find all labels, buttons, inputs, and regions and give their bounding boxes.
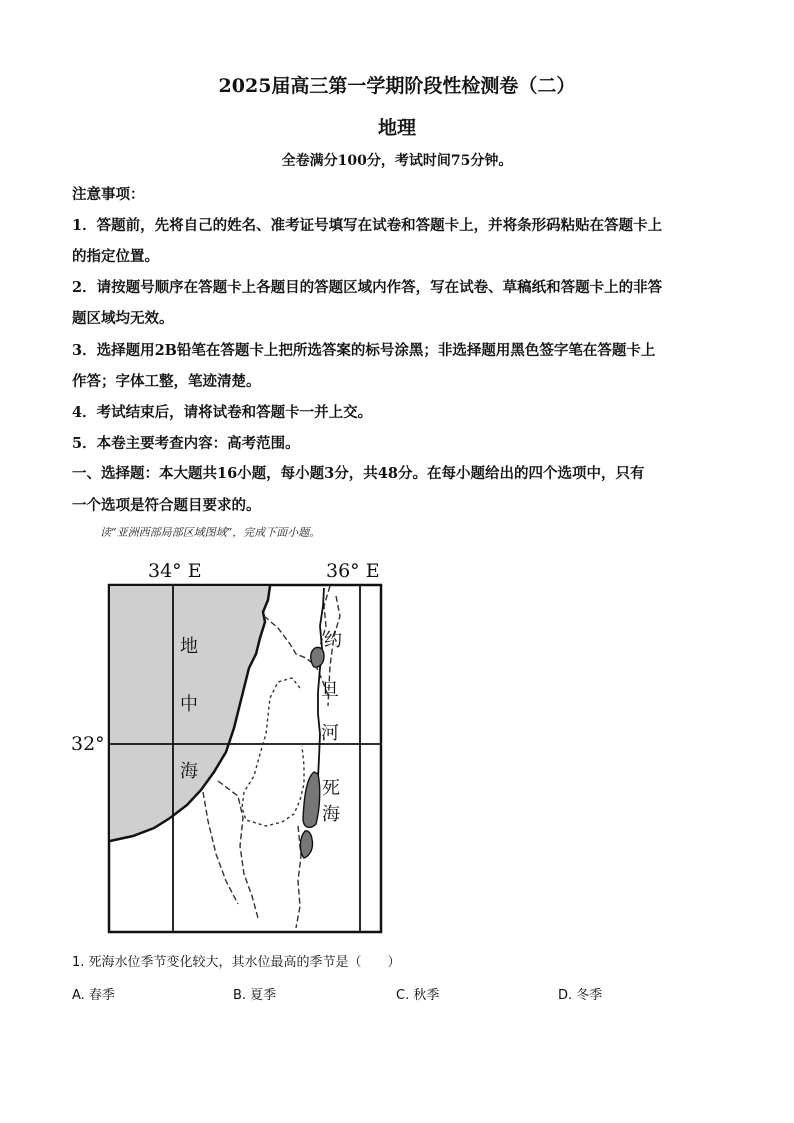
label-river-2: 旦 [321, 680, 339, 701]
notes-line: 的指定位置。 [72, 248, 159, 265]
sea-of-galilee [311, 647, 324, 667]
question-intro: 读“亚洲西部局部区域图域”，完成下面小题。 [100, 526, 321, 539]
notes-line: 作答；字体工整，笔迹清楚。 [72, 373, 261, 390]
subject-title: 地理 [377, 117, 416, 139]
notes-line: 2．请按题号顺序在答题卡上各题目的答题区域内作答，写在试卷、草稿纸和答题卡上的非答 [72, 279, 663, 296]
notes-line: 3．选择题用2B铅笔在答题卡上把所选答案的标号涂黑；非选择题用黑色签字笔在答题卡上 [72, 342, 656, 359]
section-heading: 一、选择题：本大题共16小题，每小题3分，共48分。在每小题给出的四个选项中，只有 [72, 465, 645, 482]
exam-title: 2025届高三第一学期阶段性检测卷（二） [218, 75, 576, 97]
region-map [68, 556, 388, 938]
notes-line: 题区域均无效。 [72, 310, 174, 327]
notes-line: 5．本卷主要考查内容：高考范围。 [72, 435, 300, 452]
option-a[interactable]: A. 春季 [72, 988, 115, 1003]
notes-line: 1．答题前，先将自己的姓名、准考证号填写在试卷和答题卡上，并将条形码粘贴在答题卡上 [72, 217, 663, 234]
notes-line: 4．考试结束后，请将试卷和答题卡一并上交。 [72, 404, 373, 421]
label-deadsea-1: 死 [322, 778, 340, 799]
option-d[interactable]: D. 冬季 [558, 988, 603, 1003]
label-lat: 32° [71, 733, 105, 755]
label-sea-1: 地 [180, 636, 198, 657]
label-sea-3: 海 [180, 761, 198, 782]
label-river-3: 河 [321, 723, 339, 744]
option-c[interactable]: C. 秋季 [396, 988, 440, 1003]
label-deadsea-2: 海 [322, 804, 340, 825]
option-b[interactable]: B. 夏季 [233, 988, 277, 1003]
question-stem: 1. 死海水位季节变化较大，其水位最高的季节是（ ） [72, 955, 401, 970]
label-lon-left: 34° E [148, 560, 202, 582]
label-lon-right: 36° E [326, 560, 380, 582]
notes-heading: 注意事项： [72, 186, 145, 203]
label-sea-2: 中 [180, 694, 198, 715]
section-heading-cont: 一个选项是符合题目要求的。 [72, 497, 261, 514]
label-river-1: 约 [324, 630, 342, 651]
exam-info: 全卷满分100分，考试时间75分钟。 [281, 153, 513, 169]
